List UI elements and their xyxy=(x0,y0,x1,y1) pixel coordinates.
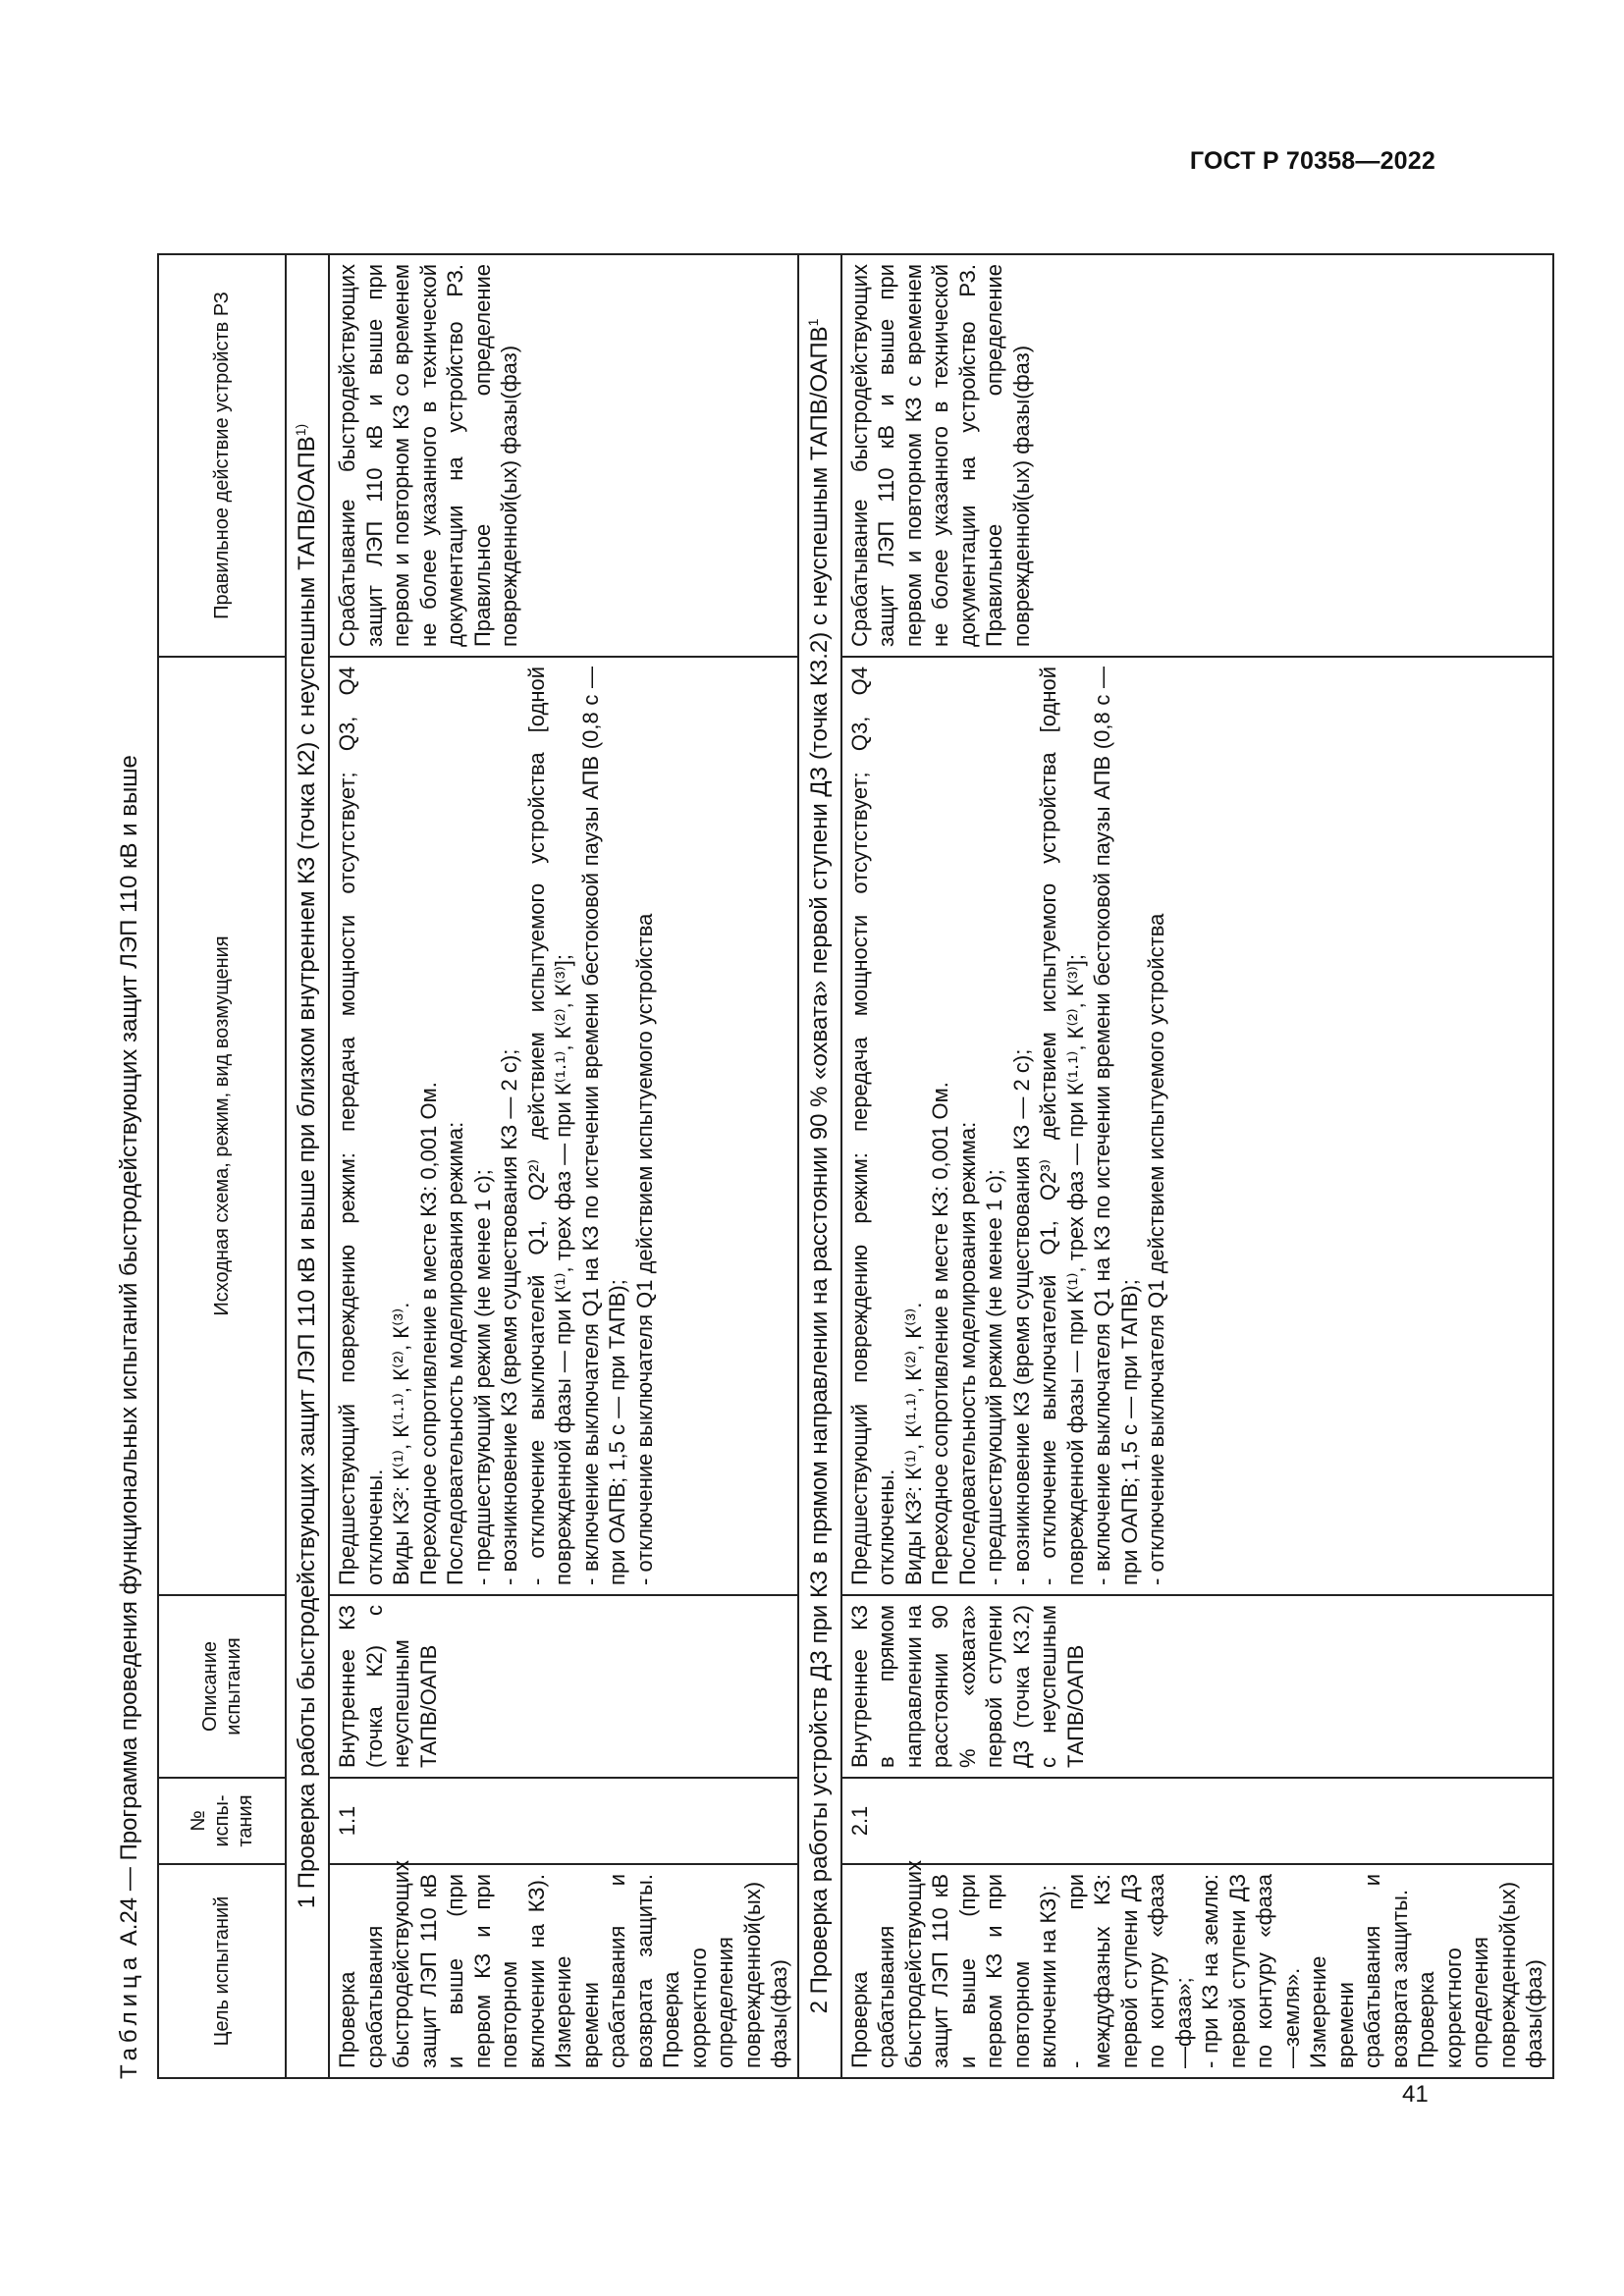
goal-line: Проверка срабатывания быстродействующих защит ЛЭП 110 кВ и выше (при первом КЗ и при повторном включении на КЗ): xyxy=(846,1859,1060,2068)
scheme-line: - отключение выключателей Q1, Q2³⁾ действием испытуемого устройства [одной поврежденной фазы — при К⁽¹⁾, трех фаз — при К⁽¹·¹⁾, К⁽²⁾, К⁽³⁾]; xyxy=(1036,667,1088,1585)
table-caption xyxy=(108,253,157,2079)
scheme-line: Последовательность моделирования режима: xyxy=(443,1121,467,1585)
scheme-line: - включение выключателя Q1 на КЗ по истечении времени бестоковой паузы АПВ (0,8 с — при ОАПВ; 1,5 с — при ТАПВ); xyxy=(1090,667,1142,1585)
scheme-line: Виды КЗ²: К⁽¹⁾, К⁽¹·¹⁾, К⁽²⁾, К⁽³⁾. xyxy=(900,1302,926,1585)
rotated-table-block xyxy=(108,253,1546,2079)
row-2-action: Срабатывание быстродействующих защит ЛЭП 110 кВ и выше при первом и повторном КЗ с временем не более указанного в технической документации на устройство РЗ. Правильное определение поврежденной(ых) фазы(фаз) xyxy=(841,254,1553,657)
row-1-number: 1.1 xyxy=(329,1778,798,1864)
header-goal: Цель испытаний xyxy=(158,1864,286,2078)
header-correct-action: Правильное действие устройств РЗ xyxy=(158,254,286,657)
page-number: 41 xyxy=(1402,2081,1429,2108)
section-2-text: 2 Проверка работы устройств ДЗ при КЗ в прямом направлении на расстоянии 90 % «охвата» первой ступени ДЗ (точка К3.2) с неуспешным ТАПВ/ОАПВ xyxy=(805,326,833,2014)
row-2-number: 2.1 xyxy=(841,1778,1553,1864)
scheme-line: - отключение выключателя Q1 действием испытуемого устройства xyxy=(631,913,657,1585)
scheme-line: - предшествующий режим (не менее 1 с); xyxy=(469,1169,495,1585)
row-1-action: Срабатывание быстродействующих защит ЛЭП 110 кВ и выше при первом и повторном КЗ со временем не более указанного в технической документации на устройство РЗ. Правильное определение поврежденной(ых) фазы(фаз) xyxy=(329,254,798,657)
scheme-line: - возникновение КЗ (время существования КЗ — 2 с); xyxy=(1008,1048,1034,1585)
table-header-row xyxy=(158,254,286,2078)
table-row xyxy=(841,254,1553,2078)
header-description: Описание испытания xyxy=(158,1595,286,1778)
document-standard-number: ГОСТ Р 70358—2022 xyxy=(1189,147,1435,175)
scheme-line: Последовательность моделирования режима: xyxy=(954,1121,980,1585)
goal-line: - при КЗ на землю: первой ступени ДЗ по контуру «фаза—земля». xyxy=(1198,1874,1304,2068)
scheme-line: - включение выключателя Q1 на КЗ по истечении времени бестоковой паузы АПВ (0,8 с — при ОАПВ; 1,5 с — при ТАПВ); xyxy=(577,667,629,1585)
goal-line: Измерение времени срабатывания и возврата защиты. xyxy=(1306,1874,1412,2068)
scheme-line: - возникновение КЗ (время существования КЗ — 2 с); xyxy=(497,1048,521,1585)
scheme-line: Переходное сопротивление в месте КЗ: 0,001 Ом. xyxy=(415,1082,441,1585)
header-scheme: Исходная схема, режим, вид возмущения xyxy=(158,657,286,1595)
scheme-line: Виды КЗ²: К⁽¹⁾, К⁽¹·¹⁾, К⁽²⁾, К⁽³⁾. xyxy=(389,1302,413,1585)
section-2-footnote: 1 xyxy=(804,318,821,327)
row-2-goal xyxy=(841,1859,1553,2078)
scheme-line: Переходное сопротивление в месте КЗ: 0,001 Ом. xyxy=(928,1082,952,1585)
section-row-2 xyxy=(798,254,841,2078)
caption-text: А.24 — Программа проведения функциональных испытаний быстродействующих защит ЛЭП 110 кВ и выше xyxy=(116,755,142,1952)
header-test-number: № испы-тания xyxy=(158,1778,286,1864)
row-2-scheme xyxy=(841,657,1553,1595)
section-1-title xyxy=(286,254,329,2078)
goal-line: - при междуфазных КЗ: первой ступени ДЗ по контуру «фаза—фаза»; xyxy=(1062,1874,1196,2068)
section-1-footnote: 1) xyxy=(293,423,308,437)
row-1-goal: Проверка срабатывания быстродействующих защит ЛЭП 110 кВ и выше (при первом КЗ и при повторном включении на КЗ). Измерение времени срабатывания и возврата защиты. Проверка корректного определения поврежденной(ых) фазы(фаз) xyxy=(329,1864,798,2078)
section-1-text: 1 Проверка работы быстродействующих защит ЛЭП 110 кВ и выше при близком внутреннем КЗ (точка К2) с неуспешным ТАПВ/ОАПВ xyxy=(294,436,320,1909)
scheme-line: - предшествующий режим (не менее 1 с); xyxy=(982,1169,1006,1585)
section-row-1 xyxy=(286,254,329,2078)
row-1-scheme xyxy=(329,657,798,1595)
goal-line: Проверка корректного определения поврежденной(ых) фазы(фаз) xyxy=(1414,1881,1546,2068)
scheme-line: Предшествующий повреждению режим: передача мощности отсутствует; Q3, Q4 отключены. xyxy=(846,667,898,1585)
row-1-description: Внутреннее КЗ (точка К2) с неуспешным ТАПВ/ОАПВ xyxy=(329,1595,798,1778)
scheme-line: Предшествующий повреждению режим: передача мощности отсутствует; Q3, Q4 отключены. xyxy=(335,667,387,1585)
tests-program-table xyxy=(157,253,1554,2079)
caption-prefix: Таблица xyxy=(116,1951,142,2079)
scheme-line: - отключение выключателей Q1, Q2²⁾ действием испытуемого устройства [одной поврежденной фазы — при К⁽¹⁾, трех фаз — при К⁽¹·¹⁾, К⁽²⁾, К⁽³⁾]; xyxy=(523,667,575,1585)
table-row xyxy=(329,254,798,2078)
row-2-description: Внутреннее КЗ в прямом направлении на расстоянии 90 % «охвата» первой ступени ДЗ (точка К3.2) с неуспешным ТАПВ/ОАПВ xyxy=(841,1595,1553,1778)
section-2-title xyxy=(798,254,841,2078)
scheme-line: - отключение выключателя Q1 действием испытуемого устройства xyxy=(1144,913,1168,1585)
